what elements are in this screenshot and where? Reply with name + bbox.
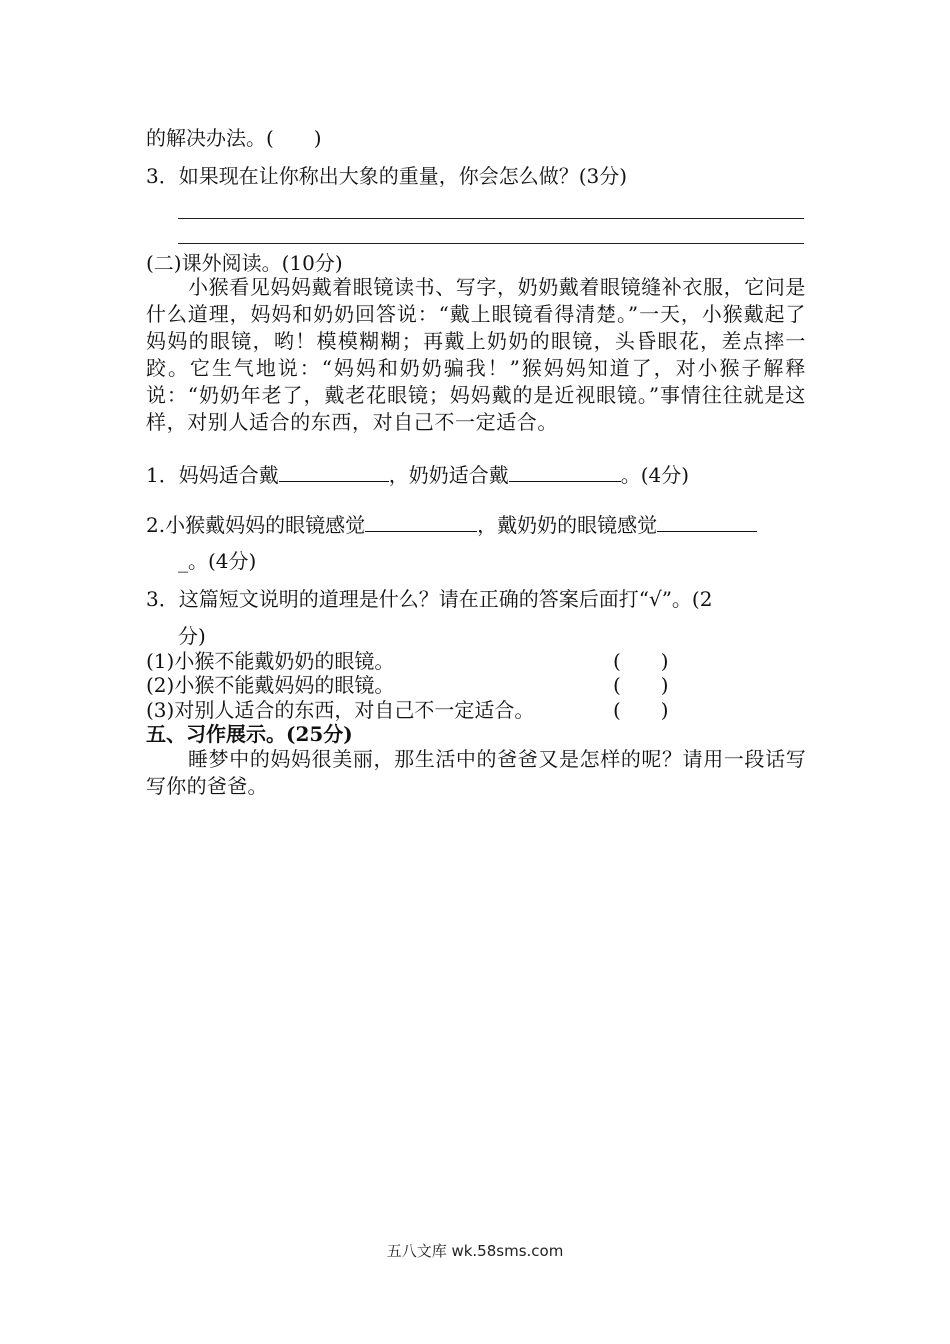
question-1-part-a: 1．妈妈适合戴 <box>146 463 279 487</box>
blank-mom-glasses-feeling[interactable] <box>365 512 477 532</box>
option-2-checkbox[interactable]: ( ) <box>613 673 669 697</box>
reading-passage <box>146 274 806 436</box>
option-3-checkbox[interactable]: ( ) <box>613 698 669 722</box>
question-3-line-2: 分) <box>178 624 206 648</box>
section-5-title: 五、习作展示。(25分) <box>146 722 353 746</box>
passage-text: 小猴看见妈妈戴着眼镜读书、写字，奶奶戴着眼镜缝补衣服，它问是什么道理，妈妈和奶奶回答说：“戴上眼镜看得清楚。”一天，小猴戴起了妈妈的眼镜，哟！模模糊糊；再戴上奶奶的眼镜，头昏眼花，差点摔一跤。它生气地说：“妈妈和奶奶骗我！”猴妈妈知道了，对小猴子解释说：“奶奶年老了，戴老花眼镜；妈妈戴的是近视眼镜。”事情往往就是这样，对别人适合的东西，对自己不一定适合。 <box>146 275 806 434</box>
question-2-tail: _。(4分) <box>178 549 257 573</box>
writing-prompt: 睡梦中的妈妈很美丽，那生活中的爸爸又是怎样的呢？请用一段话写写你的爸爸。 <box>146 747 806 798</box>
writing-prompt-block <box>146 746 806 800</box>
question-3-line-1: 3．这篇短文说明的道理是什么？请在正确的答案后面打“√”。(2 <box>146 587 713 611</box>
question-1 <box>146 462 689 487</box>
question-2-part-b: ，戴奶奶的眼镜感觉 <box>477 513 658 537</box>
option-1-checkbox[interactable]: ( ) <box>613 649 669 673</box>
question-2-part-a: 2.小猴戴妈妈的眼镜感觉 <box>146 513 366 537</box>
section-2-title: (二)课外阅读。(10分) <box>146 251 343 275</box>
answer-line-2[interactable] <box>178 243 804 244</box>
previous-question-tail: 的解决办法。( ) <box>146 126 322 150</box>
option-1: (1)小猴不能戴奶奶的眼镜。 <box>146 649 395 673</box>
question-3-elephant: 3．如果现在让你称出大象的重量，你会怎么做？(3分) <box>146 164 628 188</box>
question-1-part-b: ，奶奶适合戴 <box>388 463 509 487</box>
footer-watermark: 五八文库 wk.58sms.com <box>386 1242 564 1260</box>
answer-line-1[interactable] <box>178 218 804 219</box>
option-2: (2)小猴不能戴妈妈的眼镜。 <box>146 673 395 697</box>
question-2 <box>146 512 757 537</box>
blank-grandma-glasses-feeling[interactable] <box>657 512 757 532</box>
option-3: (3)对别人适合的东西，对自己不一定适合。 <box>146 698 535 722</box>
question-1-part-c: 。(4分) <box>620 463 690 487</box>
blank-grandma-glasses[interactable] <box>509 462 621 482</box>
blank-mom-glasses[interactable] <box>279 462 389 482</box>
